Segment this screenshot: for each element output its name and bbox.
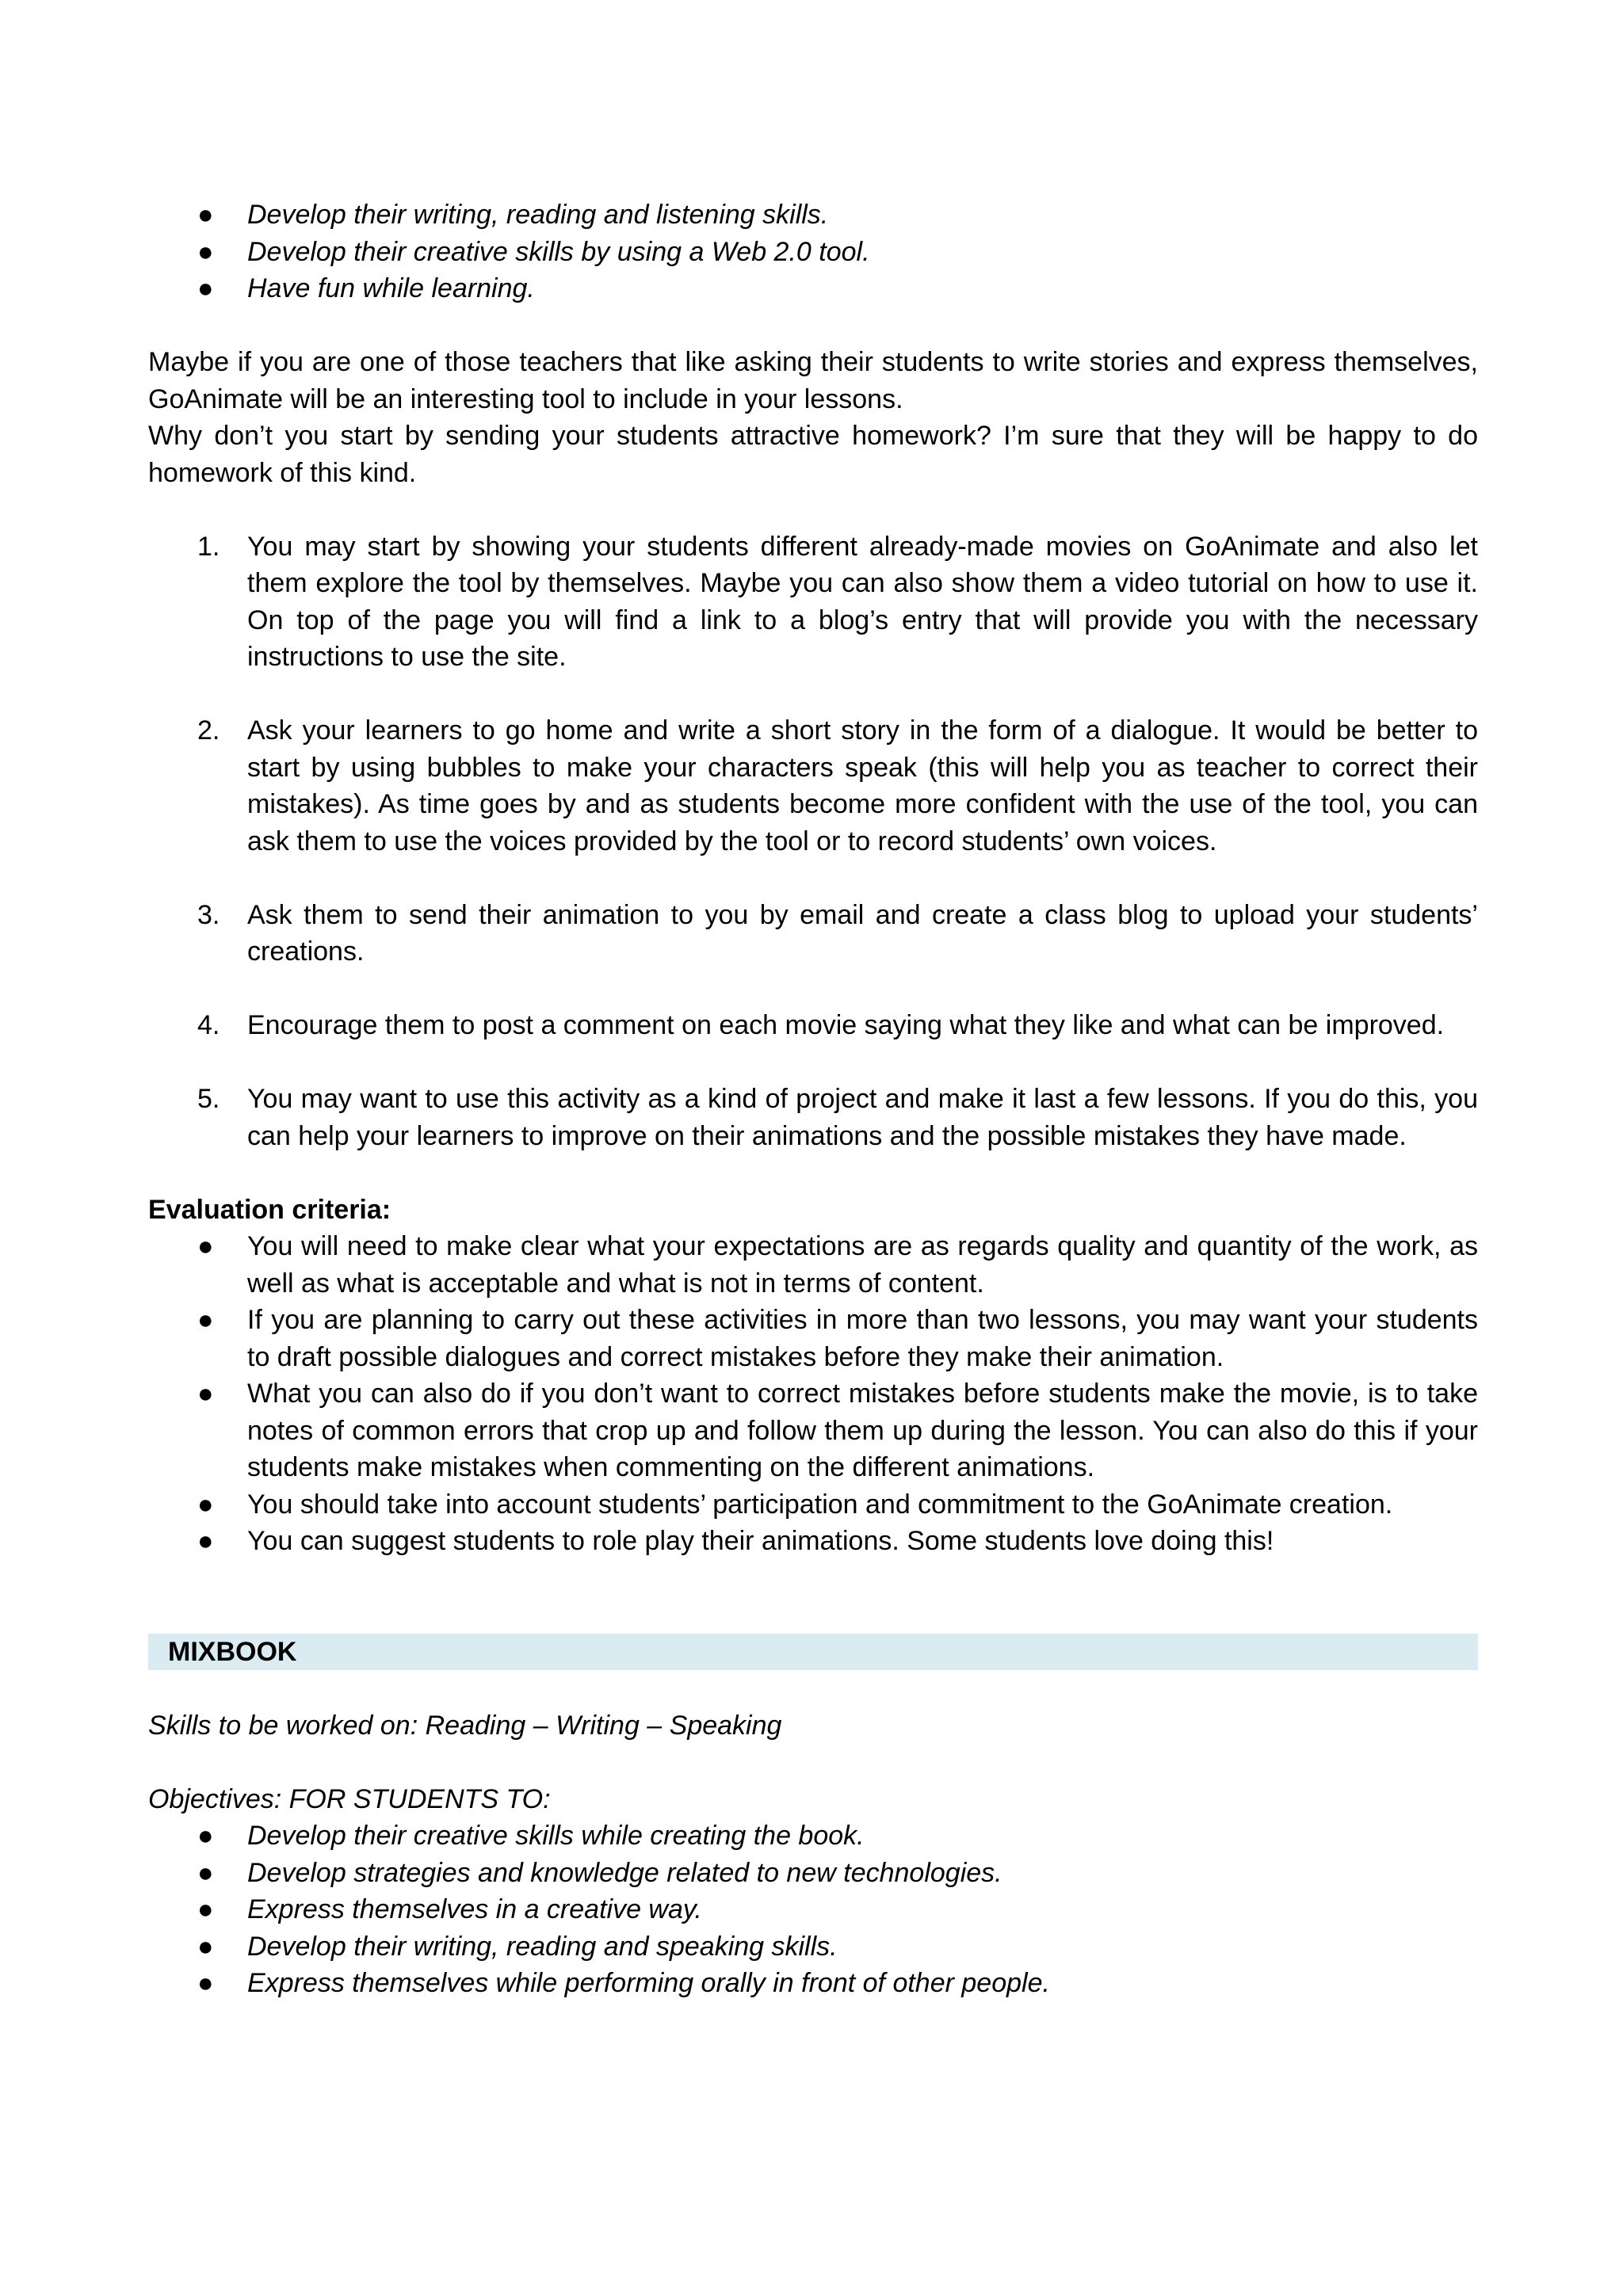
step-number: 4. <box>197 1010 220 1040</box>
list-item: ● Develop their creative skills by using a Web 2.0 tool. <box>148 234 1478 271</box>
list-item: ● Develop their writing, reading and speaking skills. <box>148 1928 1478 1966</box>
paragraph-homework: Why don’t you start by sending your students attractive homework? I’m sure that they will be happy to do homework of this kind. <box>148 421 1478 488</box>
list-item <box>148 712 1478 860</box>
bullet-icon: ● <box>197 1894 214 1924</box>
list-item: ● Have fun while learning. <box>148 270 1478 307</box>
intro-objectives-list <box>148 196 1478 307</box>
evaluation-heading: Evaluation criteria: <box>148 1194 391 1225</box>
bullet-icon: ● <box>197 273 214 303</box>
skills-line: Skills to be worked on: Reading – Writing – Speaking <box>148 1710 782 1741</box>
list-item: ● You will need to make clear what your expectations are as regards quality and quantity of the work, as well as what is acceptable and what is not in terms of content. <box>148 1228 1478 1302</box>
step-text: You may start by showing your students different already-made movies on GoAnimate and also let them explore the tool by themselves. Maybe you can also show them a video tutorial on how to use it. On top of the page you will find a link to a blog’s entry that will provide you with the necessary instructions to use the site. <box>247 531 1478 672</box>
list-item <box>148 897 1478 971</box>
bullet-icon: ● <box>197 1305 214 1335</box>
list-item: ● You can suggest students to role play their animations. Some students love doing this! <box>148 1523 1478 1560</box>
bullet-icon: ● <box>197 1857 214 1888</box>
spacer <box>148 1744 1478 1781</box>
spacer <box>148 860 1478 897</box>
bullet-icon: ● <box>197 236 214 267</box>
paragraph-intro: Maybe if you are one of those teachers that like asking their students to write stories and express themselves, GoAnimate will be an interesting tool to include in your lessons. <box>148 347 1478 414</box>
list-item <box>148 1081 1478 1154</box>
step-number: 3. <box>197 899 220 930</box>
bullet-icon: ● <box>197 1821 214 1851</box>
mixbook-objectives-list <box>148 1817 1478 2002</box>
spacer <box>148 1154 1478 1192</box>
objectives-label: Objectives: FOR STUDENTS TO: <box>148 1783 551 1814</box>
step-text: Ask them to send their animation to you by email and create a class blog to upload your students’ creations. <box>247 899 1478 967</box>
list-item: ● If you are planning to carry out these activities in more than two lessons, you may want your students to draft possible dialogues and correct mistakes before they make their animation. <box>148 1302 1478 1375</box>
bullet-icon: ● <box>197 200 214 230</box>
spacer <box>148 307 1478 345</box>
bullet-icon: ● <box>197 1968 214 1998</box>
list-item: ● Develop their creative skills while creating the book. <box>148 1817 1478 1855</box>
steps-list <box>148 528 1478 1155</box>
list-item: ● What you can also do if you don’t want to correct mistakes before students make the movie, is to take notes of common errors that crop up and follow them up during the lesson. You can also do this if your students make mistakes when commenting on the different animations. <box>148 1375 1478 1486</box>
spacer <box>148 491 1478 528</box>
list-item <box>148 1007 1478 1044</box>
step-text: Ask your learners to go home and write a short story in the form of a dialogue. It would be better to start by using bubbles to make your characters speak (this will help you as teacher to correct their mistakes). As time goes by and as students become more confident with the use of the tool, you can ask them to use the voices provided by the tool or to record students’ own voices. <box>247 715 1478 856</box>
bullet-icon: ● <box>197 1231 214 1261</box>
list-item: ● Express themselves while performing orally in front of other people. <box>148 1965 1478 2002</box>
step-number: 1. <box>197 531 220 562</box>
bullet-icon: ● <box>197 1526 214 1556</box>
page-content <box>148 196 1478 2002</box>
step-text: You may want to use this activity as a kind of project and make it last a few lessons. If you do this, you can help your learners to improve on their animations and the possible mistakes they have made. <box>247 1084 1478 1151</box>
section-heading-mixbook: MIXBOOK <box>148 1634 1478 1671</box>
list-item: ● Develop strategies and knowledge related to new technologies. <box>148 1855 1478 1892</box>
spacer <box>148 1670 1478 1707</box>
bullet-icon: ● <box>197 1931 214 1962</box>
list-item <box>148 528 1478 676</box>
evaluation-list <box>148 1228 1478 1560</box>
step-text: Encourage them to post a comment on each movie saying what they like and what can be improved. <box>247 1010 1445 1040</box>
list-item: ● Express themselves in a creative way. <box>148 1891 1478 1928</box>
list-item: ● Develop their writing, reading and listening skills. <box>148 196 1478 234</box>
step-number: 5. <box>197 1084 220 1114</box>
spacer <box>148 676 1478 713</box>
list-item: ● You should take into account students’ participation and commitment to the GoAnimate creation. <box>148 1486 1478 1524</box>
spacer <box>148 971 1478 1008</box>
bullet-icon: ● <box>197 1489 214 1520</box>
spacer <box>148 1044 1478 1081</box>
bullet-icon: ● <box>197 1379 214 1409</box>
spacer <box>148 1560 1478 1634</box>
step-number: 2. <box>197 715 220 746</box>
